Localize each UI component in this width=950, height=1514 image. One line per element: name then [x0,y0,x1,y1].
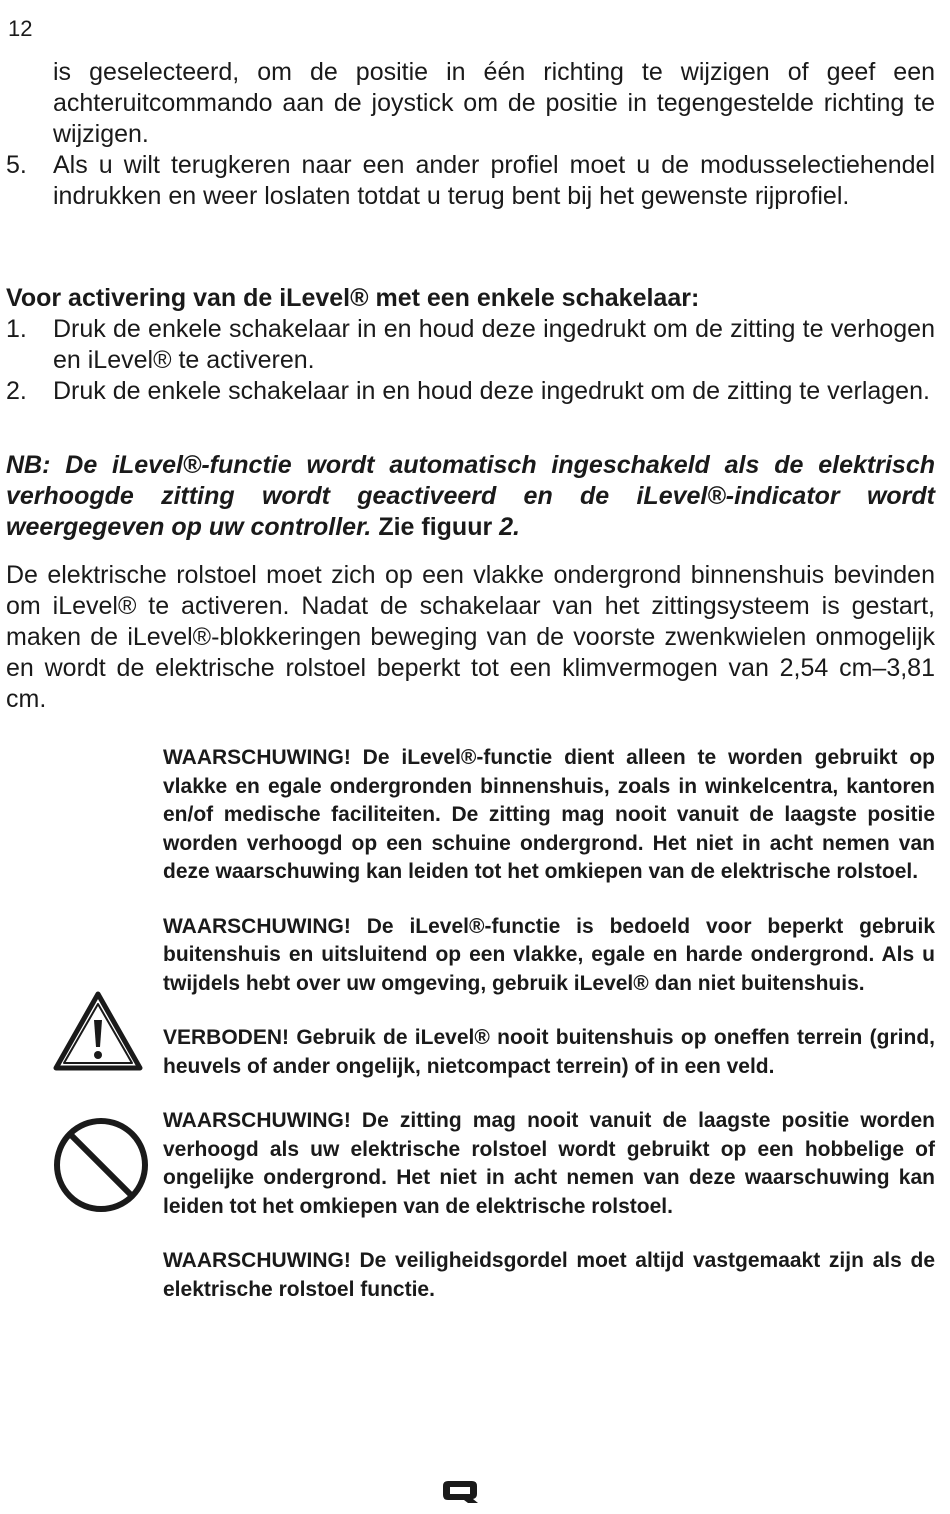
quantum-logo-icon [440,1478,480,1506]
warning-paragraph: WAARSCHUWING! De zitting mag nooit vanuit de laagste positie worden verhoogd als uw elektrische rolstoel wordt gebruikt op een hobbelige of ongelijke ondergrond. Het niet in acht nemen van deze waarschuwing kan leiden tot het omkiepen van de elektrische rolstoel. [163,1109,935,1218]
list-number: 5. [6,151,27,179]
body-paragraph: De elektrische rolstoel moet zich op een vlakke ondergrond binnenshuis bevinden om iLevel® te activeren. Nadat de schakelaar van het zittingsysteem is gestart, maken de iLevel®-blokkeringen beweging van de voorste zwenkwielen onmogelijk en wordt de elektrische rolstoel beperkt tot een klimvermogen van 2,54 cm–3,81 cm. [6,561,935,713]
warning-paragraph: WAARSCHUWING! De veiligheidsgordel moet altijd vastgemaakt zijn als de elektrische rolstoel functie. [163,1249,935,1301]
list-number: 1. [6,315,27,343]
list-text: is geselecteerd, om de positie in één richting te wijzigen of geef een achteruitcommando aan de joystick om de positie in tegengestelde richting te wijzigen. [53,58,935,148]
list-item [6,57,935,150]
note-paragraph [6,450,935,543]
warnings-block [163,744,935,1330]
note-ref-text: Zie figuur [371,513,500,541]
prohibited-paragraph: VERBODEN! Gebruik de iLevel® nooit buitenshuis op oneffen terrein (grind, heuvels of ander ongelijk, nietcompact terrein) of in een veld. [163,1026,935,1078]
list-item [6,314,935,376]
note-ref-num: 2. [499,513,521,541]
continued-list [6,57,935,212]
steps-list [6,314,935,407]
section-heading: Voor activering van de iLevel® met een enkele schakelaar: [6,284,700,312]
warning-paragraph: WAARSCHUWING! De iLevel®-functie is bedoeld voor beperkt gebruik buitenshuis en uitsluitend op een vlakke, egale en harde ondergrond. Als u twijdels hebt over uw omgeving, gebruik iLevel® dan niet buitenshuis. [163,914,935,995]
list-text: Druk de enkele schakelaar in en houd deze ingedrukt om de zitting te verlagen. [53,377,930,405]
page-number: 12 [8,16,33,41]
warning-triangle-icon [52,990,144,1072]
list-text: Als u wilt terugkeren naar een ander profiel moet u de modusselectiehendel indrukken en weer loslaten totdat u terug bent bij het gewenste rijprofiel. [53,151,935,210]
prohibited-icon [52,1116,150,1214]
note-italic-text: NB: De iLevel®-functie wordt automatisch ingeschakeld als de elektrisch verhoogde zitting wordt geactiveerd en de iLevel®-indicator wordt weergegeven op uw controller. [6,451,935,541]
list-item [6,376,935,407]
list-item [6,150,935,212]
list-text: Druk de enkele schakelaar in en houd deze ingedrukt om de zitting te verhogen en iLevel® te activeren. [53,315,935,374]
warning-paragraph: WAARSCHUWING! De iLevel®-functie dient alleen te worden gebruikt op vlakke en egale ondergronden binnenshuis, zoals in winkelcentra, kantoren en/of medische faciliteiten. De zitting mag nooit vanuit de laagste positie worden verhoogd op een schuine ondergrond. Het niet in acht nemen van deze waarschuwing kan leiden tot het omkiepen van de elektrische rolstoel. [163,746,935,883]
list-number: 2. [6,377,27,405]
